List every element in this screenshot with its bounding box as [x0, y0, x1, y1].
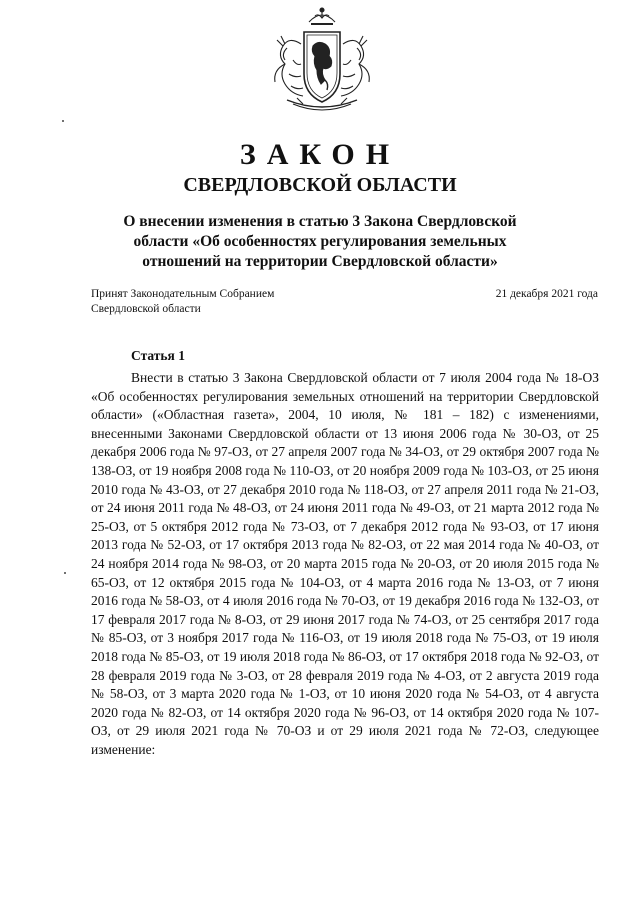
adopted-by-line: Принят Законодательным Собранием: [91, 288, 275, 300]
scan-speck: [62, 120, 64, 122]
article-heading: Статья 1: [131, 348, 185, 363]
sverdlovsk-coat-of-arms-icon: [263, 4, 381, 116]
adoption-date: 21 декабря 2021 года: [495, 288, 598, 300]
scan-speck: [64, 572, 66, 574]
document-title-line: области «Об особенностях регулирования земельных: [133, 233, 507, 250]
law-heading: ЗАКОН: [239, 138, 401, 171]
adopted-by: [91, 287, 351, 317]
region-heading: СВЕРДЛОВСКОЙ ОБЛАСТИ: [183, 174, 457, 196]
document-title: [100, 212, 540, 272]
article-body-text: Внести в статью 3 Закона Свердловской области от 7 июля 2004 года № 18-ОЗ «Об особенностях регулирования земельных отношений на территории Свердловской области» («Областная газета», 2004, 10 июля, № 181 – 182) с изменениями, внесенными Законами Свердловской области от 13 июня 2006 года № 30-ОЗ, от 25 декабря 2006 года № 97-ОЗ, от 27 апреля 2007 года № 34-ОЗ, от 29 октября 2007 года № 138-ОЗ, от 19 ноября 2008 года № 110-ОЗ, от 20 ноября 2009 года № 103-ОЗ, от 25 июня 2010 года № 43-ОЗ, от 27 декабря 2010 года № 118-ОЗ, от 27 апреля 2011 года № 21-ОЗ, от 24 июня 2011 года № 48-ОЗ, от 24 июня 2011 года № 49-ОЗ, от 21 марта 2012 года № 25-ОЗ, от 5 октября 2012 года № 73-ОЗ, от 7 декабря 2012 года № 93-ОЗ, от 17 июня 2013 года № 52-ОЗ, от 17 октября 2013 года № 82-ОЗ, от 22 мая 2014 года № 40-ОЗ, от 24 ноября 2014 года № 98-ОЗ, от 20 марта 2015 года № 20-ОЗ, от 20 июля 2015 года № 65-ОЗ, от 12 октября 2015 года № 104-ОЗ, от 4 марта 2016 года № 13-ОЗ, от 7 июня 2016 года № 58-ОЗ, от 4 июля 2016 года № 70-ОЗ, от 19 декабря 2016 года № 132-ОЗ, от 17 февраля 2017 года № 8-ОЗ, от 29 июня 2017 года № 74-ОЗ, от 25 сентября 2017 года № 85-ОЗ, от 3 ноября 2017 года № 116-ОЗ, от 19 июля 2018 года № 75-ОЗ, от 19 июля 2018 года № 85-ОЗ, от 19 июля 2018 года № 86-ОЗ, от 17 октября 2018 года № 92-ОЗ, от 28 февраля 2019 года № 3-ОЗ, от 28 февраля 2019 года № 4-ОЗ, от 2 августа 2019 года № 58-ОЗ, от 3 марта 2020 года № 1-ОЗ, от 10 июня 2020 года № 54-ОЗ, от 4 августа 2020 года № 82-ОЗ, от 14 октября 2020 года № 96-ОЗ, от 14 октября 2020 года № 107-ОЗ, от 29 июля 2021 года № 70-ОЗ и от 29 июля 2021 года № 72-ОЗ, следующее изменение:: [91, 370, 599, 757]
adopted-by-line: Свердловской области: [91, 303, 201, 315]
document-title-line: О внесении изменения в статью 3 Закона Свердловской: [123, 213, 517, 230]
document-title-line: отношений на территории Свердловской области»: [142, 253, 498, 270]
